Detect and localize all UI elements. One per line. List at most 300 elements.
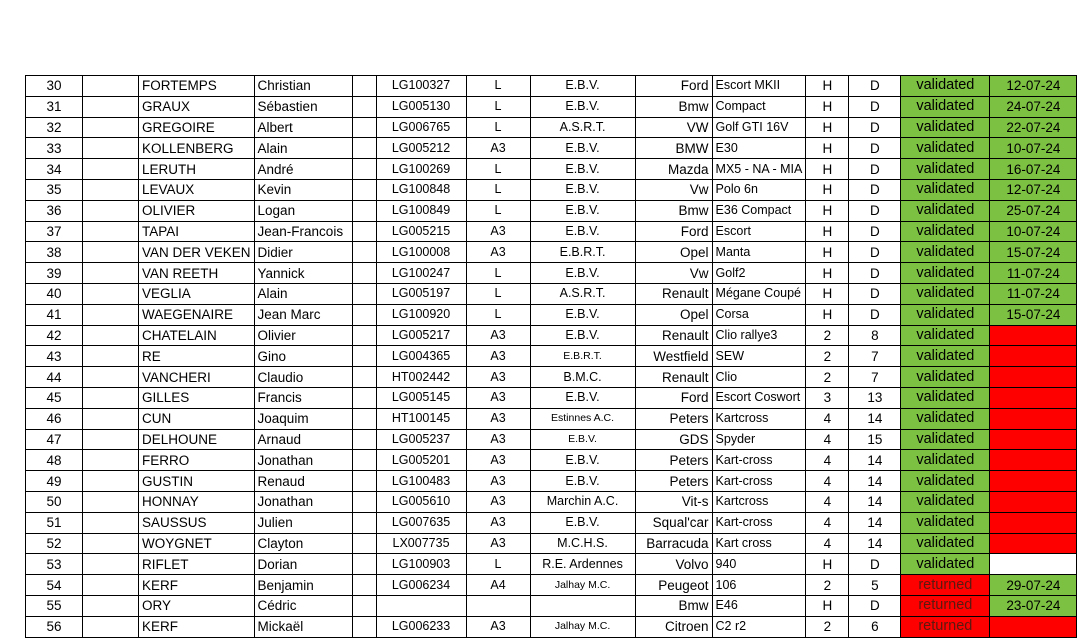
last-name: FORTEMPS <box>139 76 255 97</box>
car-model: Escort Coswort <box>712 387 806 408</box>
empty-cell <box>83 283 139 304</box>
first-name: André <box>254 159 352 180</box>
empty-cell <box>83 512 139 533</box>
first-name: Albert <box>254 117 352 138</box>
empty-cell <box>352 491 376 512</box>
first-name: Didier <box>254 242 352 263</box>
license-number: LG100903 <box>376 554 466 575</box>
car-type: H <box>806 304 849 325</box>
status-badge: validated <box>901 387 990 408</box>
last-name: VANCHERI <box>139 367 255 388</box>
license-number: LG005201 <box>376 450 466 471</box>
empty-cell <box>352 283 376 304</box>
license-number: LG100483 <box>376 471 466 492</box>
last-name: VAN REETH <box>139 263 255 284</box>
last-name: HONNAY <box>139 491 255 512</box>
table-row <box>26 96 1077 117</box>
license-category: A3 <box>466 616 530 637</box>
empty-cell <box>83 179 139 200</box>
car-class: D <box>849 179 901 200</box>
license-number: HT002442 <box>376 367 466 388</box>
car-model: 106 <box>712 575 806 596</box>
license-category: A3 <box>466 387 530 408</box>
license-number: LG006233 <box>376 616 466 637</box>
first-name: Benjamin <box>254 575 352 596</box>
first-name: Cédric <box>254 595 352 616</box>
car-class: D <box>849 304 901 325</box>
status-badge: validated <box>901 304 990 325</box>
car-type: H <box>806 159 849 180</box>
empty-cell <box>83 533 139 554</box>
last-name: GUSTIN <box>139 471 255 492</box>
club-name: M.C.H.S. <box>530 533 635 554</box>
car-class: 14 <box>849 491 901 512</box>
club-name: R.E. Ardennes <box>530 554 635 575</box>
car-class: D <box>849 96 901 117</box>
car-type: H <box>806 138 849 159</box>
row-number: 50 <box>26 491 83 512</box>
first-name: Francis <box>254 387 352 408</box>
table-row <box>26 491 1077 512</box>
first-name: Jonathan <box>254 450 352 471</box>
license-category: L <box>466 117 530 138</box>
car-class: D <box>849 554 901 575</box>
license-category: L <box>466 304 530 325</box>
license-category: A3 <box>466 325 530 346</box>
table-row <box>26 595 1077 616</box>
last-name: VAN DER VEKEN <box>139 242 255 263</box>
club-name <box>530 595 635 616</box>
validation-date: 11-07-24 <box>990 283 1077 304</box>
car-model: Corsa <box>712 304 806 325</box>
row-number: 35 <box>26 179 83 200</box>
validation-date: 29-07-24 <box>990 575 1077 596</box>
row-number: 41 <box>26 304 83 325</box>
car-type: H <box>806 263 849 284</box>
car-type: H <box>806 117 849 138</box>
last-name: LEVAUX <box>139 179 255 200</box>
license-number: LG100008 <box>376 242 466 263</box>
empty-cell <box>83 450 139 471</box>
row-number: 34 <box>26 159 83 180</box>
status-badge: validated <box>901 179 990 200</box>
status-badge: validated <box>901 221 990 242</box>
validation-date <box>990 554 1077 575</box>
car-class: D <box>849 138 901 159</box>
status-badge: validated <box>901 533 990 554</box>
car-make: Ford <box>635 387 712 408</box>
car-model: Manta <box>712 242 806 263</box>
first-name: Arnaud <box>254 429 352 450</box>
club-name: E.B.V. <box>530 512 635 533</box>
license-number: LG006765 <box>376 117 466 138</box>
license-category: A3 <box>466 242 530 263</box>
empty-cell <box>352 408 376 429</box>
empty-cell <box>352 471 376 492</box>
table-row <box>26 263 1077 284</box>
first-name: Alain <box>254 138 352 159</box>
empty-cell <box>352 76 376 97</box>
status-badge: validated <box>901 242 990 263</box>
car-class: D <box>849 283 901 304</box>
last-name: OLIVIER <box>139 200 255 221</box>
last-name: KOLLENBERG <box>139 138 255 159</box>
table-row <box>26 512 1077 533</box>
empty-cell <box>83 200 139 221</box>
table-row <box>26 325 1077 346</box>
table-row <box>26 76 1077 97</box>
status-badge: validated <box>901 263 990 284</box>
empty-cell <box>83 491 139 512</box>
license-category: A3 <box>466 512 530 533</box>
first-name: Dorian <box>254 554 352 575</box>
club-name: E.B.V. <box>530 76 635 97</box>
car-type: 4 <box>806 533 849 554</box>
car-make: Barracuda <box>635 533 712 554</box>
car-type: H <box>806 554 849 575</box>
car-class: 7 <box>849 346 901 367</box>
car-class: 14 <box>849 408 901 429</box>
license-category: L <box>466 263 530 284</box>
status-badge: validated <box>901 325 990 346</box>
license-number: LG005237 <box>376 429 466 450</box>
empty-cell <box>352 346 376 367</box>
empty-cell <box>352 554 376 575</box>
license-category: L <box>466 200 530 221</box>
car-type: H <box>806 242 849 263</box>
club-name: E.B.V. <box>530 325 635 346</box>
first-name: Gino <box>254 346 352 367</box>
car-make: Ford <box>635 221 712 242</box>
car-model: Polo 6n <box>712 179 806 200</box>
status-badge: returned <box>901 616 990 637</box>
car-model: 940 <box>712 554 806 575</box>
license-number: LG007635 <box>376 512 466 533</box>
last-name: RIFLET <box>139 554 255 575</box>
first-name: Joaquim <box>254 408 352 429</box>
empty-cell <box>352 367 376 388</box>
empty-cell <box>83 387 139 408</box>
row-number: 36 <box>26 200 83 221</box>
status-badge: validated <box>901 429 990 450</box>
empty-cell <box>352 159 376 180</box>
table-row <box>26 200 1077 221</box>
car-class: D <box>849 200 901 221</box>
car-class: 6 <box>849 616 901 637</box>
license-category <box>466 595 530 616</box>
table-row <box>26 242 1077 263</box>
status-badge: validated <box>901 138 990 159</box>
empty-cell <box>352 512 376 533</box>
car-make: Bmw <box>635 96 712 117</box>
validation-date: 12-07-24 <box>990 179 1077 200</box>
empty-cell <box>83 346 139 367</box>
license-category: A3 <box>466 138 530 159</box>
last-name: SAUSSUS <box>139 512 255 533</box>
table-row <box>26 159 1077 180</box>
status-badge: validated <box>901 471 990 492</box>
row-number: 52 <box>26 533 83 554</box>
table-row <box>26 387 1077 408</box>
car-make: GDS <box>635 429 712 450</box>
last-name: TAPAI <box>139 221 255 242</box>
validation-date: 25-07-24 <box>990 200 1077 221</box>
last-name: CHATELAIN <box>139 325 255 346</box>
car-model: MX5 - NA - MIA <box>712 159 806 180</box>
validation-date <box>990 491 1077 512</box>
car-class: D <box>849 263 901 284</box>
empty-cell <box>83 304 139 325</box>
first-name: Jean-Francois <box>254 221 352 242</box>
license-number: LG005217 <box>376 325 466 346</box>
car-model: Escort <box>712 221 806 242</box>
status-badge: validated <box>901 408 990 429</box>
club-name: E.B.V. <box>530 304 635 325</box>
last-name: KERF <box>139 616 255 637</box>
row-number: 55 <box>26 595 83 616</box>
club-name: E.B.V. <box>530 179 635 200</box>
table-row <box>26 179 1077 200</box>
car-type: 2 <box>806 325 849 346</box>
car-model: Kartcross <box>712 491 806 512</box>
first-name: Claudio <box>254 367 352 388</box>
empty-cell <box>83 575 139 596</box>
validation-date <box>990 387 1077 408</box>
validation-date <box>990 367 1077 388</box>
license-category: A3 <box>466 450 530 471</box>
validation-date <box>990 471 1077 492</box>
row-number: 30 <box>26 76 83 97</box>
car-make: Peters <box>635 408 712 429</box>
club-name: E.B.V. <box>530 387 635 408</box>
validation-date <box>990 450 1077 471</box>
car-make: Mazda <box>635 159 712 180</box>
license-category: L <box>466 96 530 117</box>
empty-cell <box>352 263 376 284</box>
club-name: E.B.V. <box>530 159 635 180</box>
empty-cell <box>352 387 376 408</box>
car-make: Westfield <box>635 346 712 367</box>
car-model: C2 r2 <box>712 616 806 637</box>
empty-cell <box>352 325 376 346</box>
car-class: D <box>849 595 901 616</box>
last-name: GREGOIRE <box>139 117 255 138</box>
car-type: 3 <box>806 387 849 408</box>
car-class: D <box>849 117 901 138</box>
first-name: Alain <box>254 283 352 304</box>
car-make: Renault <box>635 325 712 346</box>
last-name: DELHOUNE <box>139 429 255 450</box>
license-category: A3 <box>466 367 530 388</box>
license-number: LG100848 <box>376 179 466 200</box>
row-number: 54 <box>26 575 83 596</box>
first-name: Sébastien <box>254 96 352 117</box>
empty-cell <box>83 616 139 637</box>
license-category: L <box>466 554 530 575</box>
first-name: Christian <box>254 76 352 97</box>
validation-date: 10-07-24 <box>990 138 1077 159</box>
status-badge: validated <box>901 367 990 388</box>
license-category: L <box>466 283 530 304</box>
car-class: D <box>849 159 901 180</box>
first-name: Jonathan <box>254 491 352 512</box>
validation-date <box>990 512 1077 533</box>
car-model: Compact <box>712 96 806 117</box>
license-number: LG100327 <box>376 76 466 97</box>
club-name: Jalhay M.C. <box>530 575 635 596</box>
row-number: 38 <box>26 242 83 263</box>
row-number: 47 <box>26 429 83 450</box>
car-make: Peugeot <box>635 575 712 596</box>
empty-cell <box>352 96 376 117</box>
car-make: Renault <box>635 367 712 388</box>
status-badge: validated <box>901 159 990 180</box>
status-badge: validated <box>901 554 990 575</box>
row-number: 45 <box>26 387 83 408</box>
row-number: 51 <box>26 512 83 533</box>
row-number: 53 <box>26 554 83 575</box>
club-name: Marchin A.C. <box>530 491 635 512</box>
car-type: 2 <box>806 616 849 637</box>
car-make: Citroen <box>635 616 712 637</box>
license-category: L <box>466 179 530 200</box>
license-category: A3 <box>466 429 530 450</box>
empty-cell <box>352 450 376 471</box>
row-number: 56 <box>26 616 83 637</box>
validation-date: 16-07-24 <box>990 159 1077 180</box>
empty-cell <box>352 242 376 263</box>
empty-cell <box>352 221 376 242</box>
empty-cell <box>83 117 139 138</box>
row-number: 44 <box>26 367 83 388</box>
table-row <box>26 221 1077 242</box>
empty-cell <box>83 242 139 263</box>
car-class: 14 <box>849 512 901 533</box>
license-category: A3 <box>466 221 530 242</box>
first-name: Logan <box>254 200 352 221</box>
club-name: E.B.V. <box>530 138 635 159</box>
empty-cell <box>83 159 139 180</box>
empty-cell <box>352 429 376 450</box>
row-number: 31 <box>26 96 83 117</box>
car-type: H <box>806 221 849 242</box>
car-class: 13 <box>849 387 901 408</box>
empty-cell <box>83 76 139 97</box>
empty-cell <box>83 96 139 117</box>
car-type: 2 <box>806 575 849 596</box>
status-badge: validated <box>901 283 990 304</box>
license-category: L <box>466 76 530 97</box>
empty-cell <box>352 533 376 554</box>
row-number: 46 <box>26 408 83 429</box>
first-name: Yannick <box>254 263 352 284</box>
car-class: 14 <box>849 450 901 471</box>
license-number: LG005610 <box>376 491 466 512</box>
car-class: 15 <box>849 429 901 450</box>
first-name: Clayton <box>254 533 352 554</box>
club-name: Jalhay M.C. <box>530 616 635 637</box>
license-category: A3 <box>466 491 530 512</box>
table-row <box>26 471 1077 492</box>
validation-date <box>990 429 1077 450</box>
status-badge: validated <box>901 96 990 117</box>
club-name: B.M.C. <box>530 367 635 388</box>
empty-cell <box>352 304 376 325</box>
car-make: Opel <box>635 304 712 325</box>
car-class: 8 <box>849 325 901 346</box>
empty-cell <box>83 471 139 492</box>
car-model: Golf2 <box>712 263 806 284</box>
car-model: E30 <box>712 138 806 159</box>
empty-cell <box>83 595 139 616</box>
registration-table <box>25 75 1077 638</box>
license-number <box>376 595 466 616</box>
first-name: Olivier <box>254 325 352 346</box>
license-number: LG005215 <box>376 221 466 242</box>
car-type: 4 <box>806 471 849 492</box>
validation-date: 23-07-24 <box>990 595 1077 616</box>
row-number: 43 <box>26 346 83 367</box>
license-number: LG100849 <box>376 200 466 221</box>
car-type: H <box>806 76 849 97</box>
club-name: E.B.V. <box>530 200 635 221</box>
first-name: Kevin <box>254 179 352 200</box>
car-model: Clio rallye3 <box>712 325 806 346</box>
license-category: A3 <box>466 533 530 554</box>
validation-date <box>990 325 1077 346</box>
row-number: 37 <box>26 221 83 242</box>
first-name: Julien <box>254 512 352 533</box>
empty-cell <box>83 138 139 159</box>
car-model: Kart cross <box>712 533 806 554</box>
car-model: Mégane Coupé <box>712 283 806 304</box>
car-model: Kartcross <box>712 408 806 429</box>
status-badge: returned <box>901 595 990 616</box>
validation-date: 15-07-24 <box>990 304 1077 325</box>
empty-cell <box>352 595 376 616</box>
row-number: 48 <box>26 450 83 471</box>
table-row <box>26 367 1077 388</box>
car-model: Spyder <box>712 429 806 450</box>
car-type: H <box>806 595 849 616</box>
club-name: E.B.V. <box>530 471 635 492</box>
first-name: Mickaël <box>254 616 352 637</box>
club-name: Estinnes A.C. <box>530 408 635 429</box>
validation-date <box>990 533 1077 554</box>
car-type: 2 <box>806 367 849 388</box>
car-make: Squal'car <box>635 512 712 533</box>
status-badge: validated <box>901 512 990 533</box>
last-name: KERF <box>139 575 255 596</box>
license-number: LG004365 <box>376 346 466 367</box>
status-badge: validated <box>901 346 990 367</box>
status-badge: validated <box>901 491 990 512</box>
table-row <box>26 138 1077 159</box>
car-model: Clio <box>712 367 806 388</box>
license-number: LG100269 <box>376 159 466 180</box>
last-name: WOYGNET <box>139 533 255 554</box>
last-name: FERRO <box>139 450 255 471</box>
license-number: HT100145 <box>376 408 466 429</box>
car-model: Escort MKII <box>712 76 806 97</box>
row-number: 33 <box>26 138 83 159</box>
table-row <box>26 117 1077 138</box>
license-category: L <box>466 159 530 180</box>
row-number: 32 <box>26 117 83 138</box>
car-class: 14 <box>849 471 901 492</box>
empty-cell <box>83 263 139 284</box>
validation-date <box>990 616 1077 637</box>
